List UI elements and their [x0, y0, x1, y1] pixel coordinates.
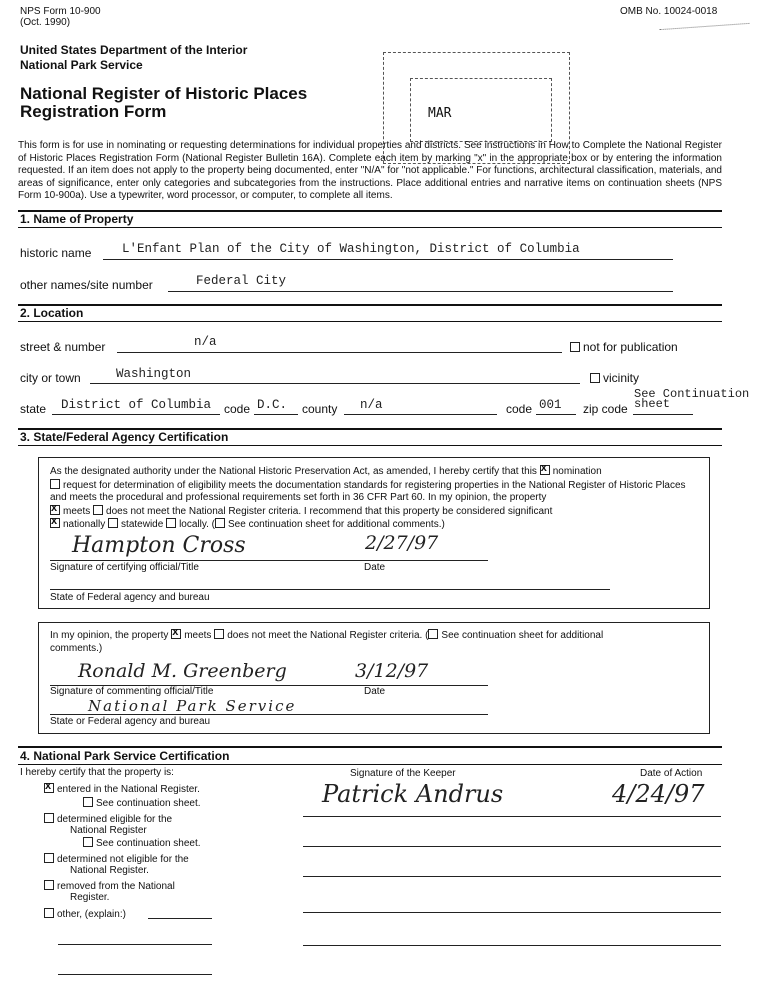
- not-for-publication[interactable]: [570, 340, 678, 354]
- eligible-label-2: National Register: [70, 825, 147, 836]
- street-label: street & number: [20, 340, 106, 354]
- form-date: (Oct. 1990): [20, 17, 71, 28]
- vicinity-label: vicinity: [603, 371, 640, 385]
- county-line: [344, 414, 497, 415]
- page-title: [20, 85, 307, 121]
- zip-value-line1: See Continuation: [634, 387, 750, 401]
- zip-label: zip code: [583, 402, 628, 416]
- keeper-line-1: [303, 816, 721, 817]
- other-names-line: [168, 291, 673, 292]
- street-line: [117, 352, 562, 353]
- state-label: state: [20, 402, 47, 416]
- section4-heading: 4. National Park Service Certification: [20, 749, 230, 763]
- opinion-meets-checkbox[interactable]: [171, 629, 181, 639]
- agency: [20, 43, 247, 73]
- request-checkbox[interactable]: [50, 479, 60, 489]
- zip-line: [633, 414, 693, 415]
- other-option[interactable]: [44, 908, 126, 922]
- keeper-line-2: [303, 846, 721, 847]
- opinion-text: [50, 629, 690, 655]
- keeper-signature: Patrick Andrus: [322, 780, 504, 808]
- signature-line: [50, 560, 488, 561]
- bureau-label: State of Federal agency and bureau: [50, 592, 210, 603]
- other-checkbox[interactable]: [44, 908, 54, 918]
- statewide-checkbox[interactable]: [108, 518, 118, 528]
- bureau-line: [50, 589, 610, 590]
- agency-label: State or Federal agency and bureau: [50, 716, 211, 727]
- opinion-continuation-checkbox[interactable]: [428, 629, 438, 639]
- form-number: NPS Form 10-900: [20, 6, 101, 17]
- agency-handwritten: National Park Service: [88, 697, 297, 715]
- locally-label: locally. (: [179, 519, 216, 530]
- city-line: [90, 383, 580, 384]
- vicinity[interactable]: [590, 371, 639, 385]
- commenting-signature: Ronald M. Greenberg: [78, 660, 287, 682]
- stamp-text: MAR: [428, 106, 452, 121]
- state-line: [52, 414, 220, 415]
- scribble-mark: [660, 23, 751, 44]
- historic-name-line: [103, 259, 673, 260]
- certifying-date-label: Date: [364, 562, 386, 573]
- entered-checkbox[interactable]: [44, 783, 54, 793]
- keeper-line-4: [303, 912, 721, 913]
- instructions: This form is for use in nominating or requesting determinations for individual properties and districts. See instructions in How to Complete the National Register of Historic Places Registration Form (National Register Bulletin 16A). Complete each item by marking "x" in the appropriate box or by entering the information requested. If an item does not apply to the property being documented, enter "N/A" for "not applicable." For functions, architectural classification, materials, and areas of significance, enter only categories and subcategories from the instructions. Place additional entries and narrative items on continuation sheets (NPS Form 10-900a). Use a typewriter, word processor, or computer, to complete all items.: [18, 140, 722, 201]
- historic-name-label: historic name: [20, 246, 92, 260]
- vicinity-checkbox[interactable]: [590, 373, 600, 383]
- certifying-signature: Hampton Cross: [72, 533, 246, 558]
- certification-text: [50, 465, 690, 532]
- comment-signature-label: Signature of commenting official/Title: [50, 686, 214, 697]
- eligible-checkbox[interactable]: [44, 813, 54, 823]
- cert-text-1: As the designated authority under the National Historic Preservation Act, as amended, I hereby certify that this: [50, 466, 537, 477]
- comment-date-label: Date: [364, 686, 386, 697]
- section-divider: [18, 746, 722, 748]
- other-explain-line[interactable]: [148, 918, 212, 919]
- county-code-line: [536, 414, 576, 415]
- nomination-checkbox[interactable]: [540, 465, 550, 475]
- city-value: Washington: [116, 367, 192, 381]
- section-divider: [18, 227, 722, 228]
- state-code-line: [254, 414, 298, 415]
- section-divider: [18, 321, 722, 322]
- section-divider: [18, 445, 722, 446]
- entered-label: entered in the National Register.: [57, 784, 200, 795]
- agency-line2: National Park Service: [20, 58, 143, 72]
- locally-checkbox[interactable]: [166, 518, 176, 528]
- keeper-line-5: [303, 945, 721, 946]
- nationally-label: nationally: [63, 519, 106, 530]
- other-line-2[interactable]: [58, 944, 212, 945]
- nomination-label: nomination: [552, 466, 602, 477]
- keeper-line-3: [303, 876, 721, 877]
- opinion-not-meet-checkbox[interactable]: [214, 629, 224, 639]
- opinion-meets-label: meets: [184, 630, 212, 641]
- city-label: city or town: [20, 371, 81, 385]
- section-divider: [18, 304, 722, 306]
- meets-checkbox[interactable]: [50, 505, 60, 515]
- entered-continuation-checkbox[interactable]: [83, 797, 93, 807]
- action-date-label: Date of Action: [640, 768, 703, 779]
- eligible-label: determined eligible for the: [57, 814, 173, 825]
- entered-option[interactable]: [44, 783, 200, 797]
- opinion-see-label: See continuation sheet for additional: [441, 630, 604, 641]
- not-eligible-label-2: National Register.: [70, 865, 149, 876]
- county-value: n/a: [360, 398, 383, 412]
- certifying-date: 2/27/97: [365, 532, 439, 554]
- eligible-continuation[interactable]: [83, 837, 201, 851]
- removed-label: removed from the National: [57, 881, 175, 892]
- agency-line: [50, 714, 488, 715]
- state-value: District of Columbia: [61, 398, 212, 412]
- statewide-label: statewide: [121, 519, 164, 530]
- section3-heading: 3. State/Federal Agency Certification: [20, 430, 229, 444]
- other-label: other, (explain:): [57, 909, 126, 920]
- county-code-value: 001: [539, 398, 562, 412]
- zip-value: [634, 389, 749, 409]
- comments-label: comments.): [50, 642, 103, 654]
- eligible-continuation-checkbox[interactable]: [83, 837, 93, 847]
- does-not-meet-checkbox[interactable]: [93, 505, 103, 515]
- title-line2: Registration Form: [20, 102, 167, 121]
- title-line1: National Register of Historic Places: [20, 84, 308, 103]
- zip-value-line2: sheet: [634, 397, 671, 411]
- cert-text-2: request for determination of eligibility meets the documentation standards for registering properties in the National Register of Historic Places and meets the procedural and professional requirements set forth in 36 CFR Part 60. In my opinion, the property: [50, 479, 686, 503]
- eligible-continuation-label: See continuation sheet.: [96, 838, 201, 849]
- removed-label-2: Register.: [70, 892, 110, 903]
- removed-checkbox[interactable]: [44, 880, 54, 890]
- entered-continuation[interactable]: [83, 797, 201, 811]
- action-date: 4/24/97: [612, 780, 705, 808]
- state-code-label: code: [224, 402, 251, 416]
- see-continuation-label: See continuation sheet for additional comments.): [228, 519, 445, 530]
- opinion-prefix: In my opinion, the property: [50, 630, 169, 641]
- section-divider: [18, 764, 722, 765]
- section1-heading: 1. Name of Property: [20, 212, 134, 226]
- section2-heading: 2. Location: [20, 306, 84, 320]
- other-names-label: other names/site number: [20, 278, 153, 292]
- historic-name-value: L'Enfant Plan of the City of Washington, District of Columbia: [122, 242, 580, 256]
- nationally-checkbox[interactable]: [50, 518, 60, 528]
- entered-continuation-label: See continuation sheet.: [96, 798, 201, 809]
- commenting-date: 3/12/97: [355, 660, 429, 682]
- other-line-3[interactable]: [58, 974, 212, 975]
- certify-text: I hereby certify that the property is:: [20, 767, 174, 778]
- not-eligible-checkbox[interactable]: [44, 853, 54, 863]
- county-code-label: code: [506, 402, 533, 416]
- meets-label: meets: [63, 505, 91, 517]
- does-not-meet-label: does not meet the National Register criteria. I recommend that this property be considered significant: [106, 505, 553, 517]
- state-code-value: D.C.: [257, 398, 288, 412]
- agency-line1: United States Department of the Interior: [20, 43, 248, 57]
- not-for-publication-label: not for publication: [583, 340, 678, 354]
- omb-number: OMB No. 10024-0018: [620, 6, 718, 17]
- continuation-checkbox[interactable]: [215, 518, 225, 528]
- certifying-signature-label: Signature of certifying official/Title: [50, 562, 199, 573]
- street-value: n/a: [194, 335, 217, 349]
- not-for-publication-checkbox[interactable]: [570, 342, 580, 352]
- county-label: county: [302, 402, 338, 416]
- other-names-value: Federal City: [196, 274, 287, 288]
- not-eligible-label: determined not eligible for the: [57, 854, 189, 865]
- opinion-not-meet-label: does not meet the National Register criteria. (: [227, 630, 429, 641]
- keeper-label: Signature of the Keeper: [350, 768, 456, 779]
